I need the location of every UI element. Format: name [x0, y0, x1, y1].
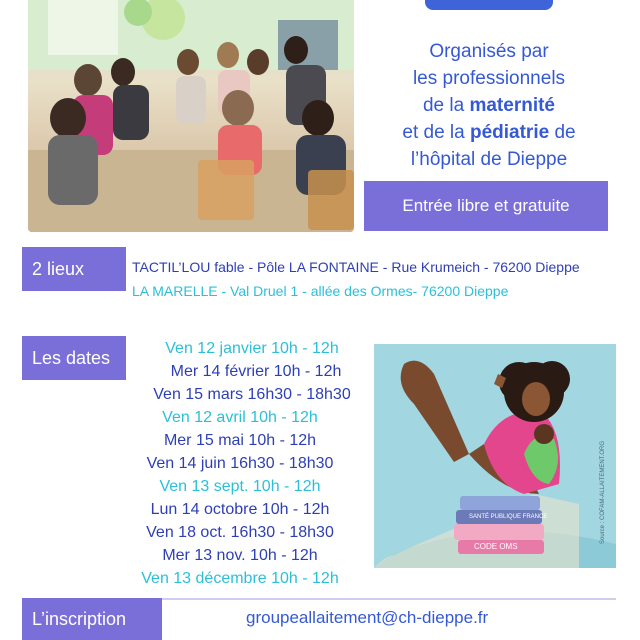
mother-reading-illustration [374, 344, 616, 568]
group-photo [28, 0, 354, 232]
book-label-2: CODE OMS [474, 542, 518, 551]
source-credit: Source : COFAM-ALLAITEMENT.ORG [600, 440, 606, 544]
places-label: 2 lieux [22, 247, 126, 291]
organizer-line-4: et de la pédiatrie de [402, 122, 576, 143]
date-item-5: Mer 15 mai 10h - 12h [163, 432, 317, 449]
entry-banner: Entrée libre et gratuite [364, 181, 608, 231]
date-item-7: Ven 13 sept. 10h - 12h [159, 478, 321, 495]
date-item-8: Lun 14 octobre 10h - 12h [150, 501, 330, 518]
date-item-4: Ven 12 avril 10h - 12h [162, 409, 318, 426]
logo-fragment [425, 0, 553, 10]
book-label-1: SANTÉ PUBLIQUE FRANCE [469, 514, 548, 520]
date-item-9: Ven 18 oct. 16h30 - 18h30 [146, 524, 334, 541]
date-item-11: Ven 13 décembre 10h - 12h [141, 570, 339, 587]
place-item-2: LA MARELLE - Val Druel 1 - allée des Ormes- 76200 Dieppe [132, 283, 509, 299]
breastfeeding-illustration [374, 344, 616, 568]
date-item-6: Ven 14 juin 16h30 - 18h30 [146, 455, 334, 472]
contact-email-link[interactable]: groupeallaitement@ch-dieppe.fr [246, 608, 489, 627]
organizer-line-3: de la maternité [422, 95, 555, 116]
dates-label: Les dates [22, 336, 126, 380]
place-item-1: TACTIL’LOU fable - Pôle LA FONTAINE - Rue Krumeich - 76200 Dieppe [132, 259, 580, 275]
inscription-label: L’inscription [22, 598, 162, 640]
date-item-3: Ven 15 mars 16h30 - 18h30 [153, 386, 351, 403]
date-item-10: Mer 13 nov. 10h - 12h [162, 547, 318, 564]
date-item-2: Mer 14 février 10h - 12h [170, 363, 342, 380]
organizer-line-5: l’hôpital de Dieppe [410, 149, 568, 170]
group-photo-illustration [28, 0, 354, 232]
organizer-line-1: Organisés par [429, 41, 549, 62]
organizer-line-2: les professionnels [412, 68, 566, 89]
date-item-1: Ven 12 janvier 10h - 12h [165, 340, 339, 357]
organizer-block [360, 38, 618, 173]
